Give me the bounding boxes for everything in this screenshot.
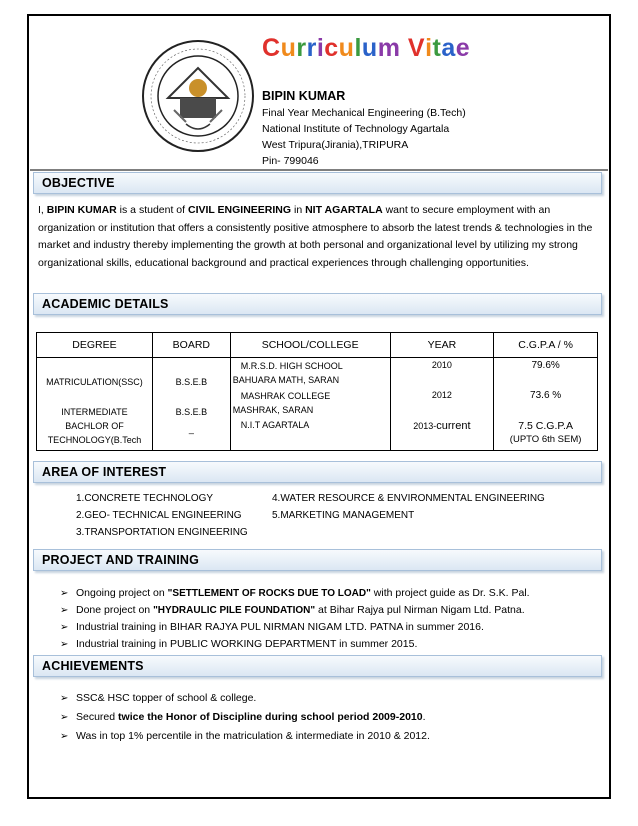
list-item: ➢ Was in top 1% percentile in the matriculation & intermediate in 2010 & 2012. — [60, 730, 430, 742]
col-score: C.G.P.A / % — [494, 333, 598, 358]
cell-degree: INTERMEDIATE — [37, 388, 153, 418]
list-item: ➢ Industrial training in BIHAR RAJYA PUL NIRMAN NIGAM LTD. PATNA in summer 2016. — [60, 621, 484, 633]
arrow-bullet-icon: ➢ — [60, 639, 69, 650]
interest-item: 1.CONCRETE TECHNOLOGY — [76, 493, 214, 504]
table-row — [37, 358, 598, 389]
col-board: BOARD — [152, 333, 230, 358]
cell-school: M.R.S.D. HIGH SCHOOL BAHUARA MATH, SARAN — [230, 358, 390, 389]
interest-item: 4.WATER RESOURCE & ENVIRONMENTAL ENGINEERING — [272, 493, 545, 504]
section-title: PROJECT AND TRAINING — [42, 553, 200, 567]
section-interest — [33, 461, 602, 483]
cell-score: 7.5 C.G.P.A (UPTO 6th SEM) — [494, 418, 598, 450]
section-title: AREA OF INTEREST — [42, 465, 167, 479]
table-row — [37, 418, 598, 450]
header-divider — [30, 169, 608, 171]
cell-score: 73.6 % — [494, 388, 598, 418]
arrow-bullet-icon: ➢ — [60, 622, 69, 633]
interest-item: 5.MARKETING MANAGEMENT — [272, 510, 415, 521]
arrow-bullet-icon: ➢ — [60, 731, 69, 742]
list-item: ➢ Done project on "HYDRAULIC PILE FOUNDATION" at Bihar Rajya pul Nirman Nigam Ltd. Patna. — [60, 604, 525, 616]
arrow-bullet-icon: ➢ — [60, 712, 69, 723]
cell-school: MASHRAK COLLEGE MASHRAK, SARAN — [230, 388, 390, 418]
cell-board: B.S.E.B — [152, 358, 230, 389]
list-item: ➢ Secured twice the Honor of Discipline during school period 2009-2010. — [60, 711, 426, 723]
cell-degree: MATRICULATION(SSC) — [37, 358, 153, 389]
interest-item: 2.GEO- TECHNICAL ENGINEERING — [76, 510, 242, 521]
cell-board: _ — [152, 418, 230, 450]
section-title: ACADEMIC DETAILS — [42, 297, 169, 311]
list-item: ➢ Industrial training in PUBLIC WORKING DEPARTMENT in summer 2015. — [60, 638, 418, 650]
section-project — [33, 549, 602, 571]
cv-title: Curriculum Vitae — [262, 34, 471, 62]
section-title: ACHIEVEMENTS — [42, 659, 144, 673]
cell-year: 2013-current — [390, 418, 494, 450]
section-academic — [33, 293, 602, 315]
nit-agartala-seal-logo — [140, 38, 256, 154]
col-school: SCHOOL/COLLEGE — [230, 333, 390, 358]
list-item: ➢ SSC& HSC topper of school & college. — [60, 692, 257, 704]
cell-year: 2010 — [390, 358, 494, 389]
cell-board: B.S.E.B — [152, 388, 230, 418]
list-item: ➢ Ongoing project on "SETTLEMENT OF ROCKS DUE TO LOAD" with project guide as Dr. S.K. Pal. — [60, 587, 530, 599]
table-row — [37, 388, 598, 418]
header-line-address: West Tripura(Jirania),TRIPURA — [262, 139, 409, 151]
arrow-bullet-icon: ➢ — [60, 588, 69, 599]
cell-year: 2012 — [390, 388, 494, 418]
col-degree: DEGREE — [37, 333, 153, 358]
arrow-bullet-icon: ➢ — [60, 693, 69, 704]
section-achievements — [33, 655, 602, 677]
cell-score: 79.6% — [494, 358, 598, 389]
section-title: OBJECTIVE — [42, 176, 115, 190]
header-line-degree: Final Year Mechanical Engineering (B.Tech) — [262, 107, 466, 119]
candidate-name: BIPIN KUMAR — [262, 89, 346, 103]
cell-school: N.I.T AGARTALA — [230, 418, 390, 450]
interest-item: 3.TRANSPORTATION ENGINEERING — [76, 527, 248, 538]
arrow-bullet-icon: ➢ — [60, 605, 69, 616]
objective-text: I, BIPIN KUMAR is a student of CIVIL ENGINEERING in NIT AGARTALA want to secure employment with an organization or institution that offers a consistently positive atmosphere to absorb the latest trends & technologies in the market and industry thereby implementing the growth at both personal and organizational level by utilizing my strong organizational skills, educational background and practical experiences through challenging opportunities. — [38, 204, 593, 269]
cell-degree: BACHLOR OF TECHNOLOGY(B.Tech — [37, 418, 153, 450]
header-line-institute: National Institute of Technology Agartala — [262, 123, 450, 135]
table-header-row — [37, 333, 598, 358]
academic-table — [36, 332, 598, 451]
section-objective — [33, 172, 602, 194]
header-line-pin: Pin- 799046 — [262, 155, 319, 167]
col-year: YEAR — [390, 333, 494, 358]
